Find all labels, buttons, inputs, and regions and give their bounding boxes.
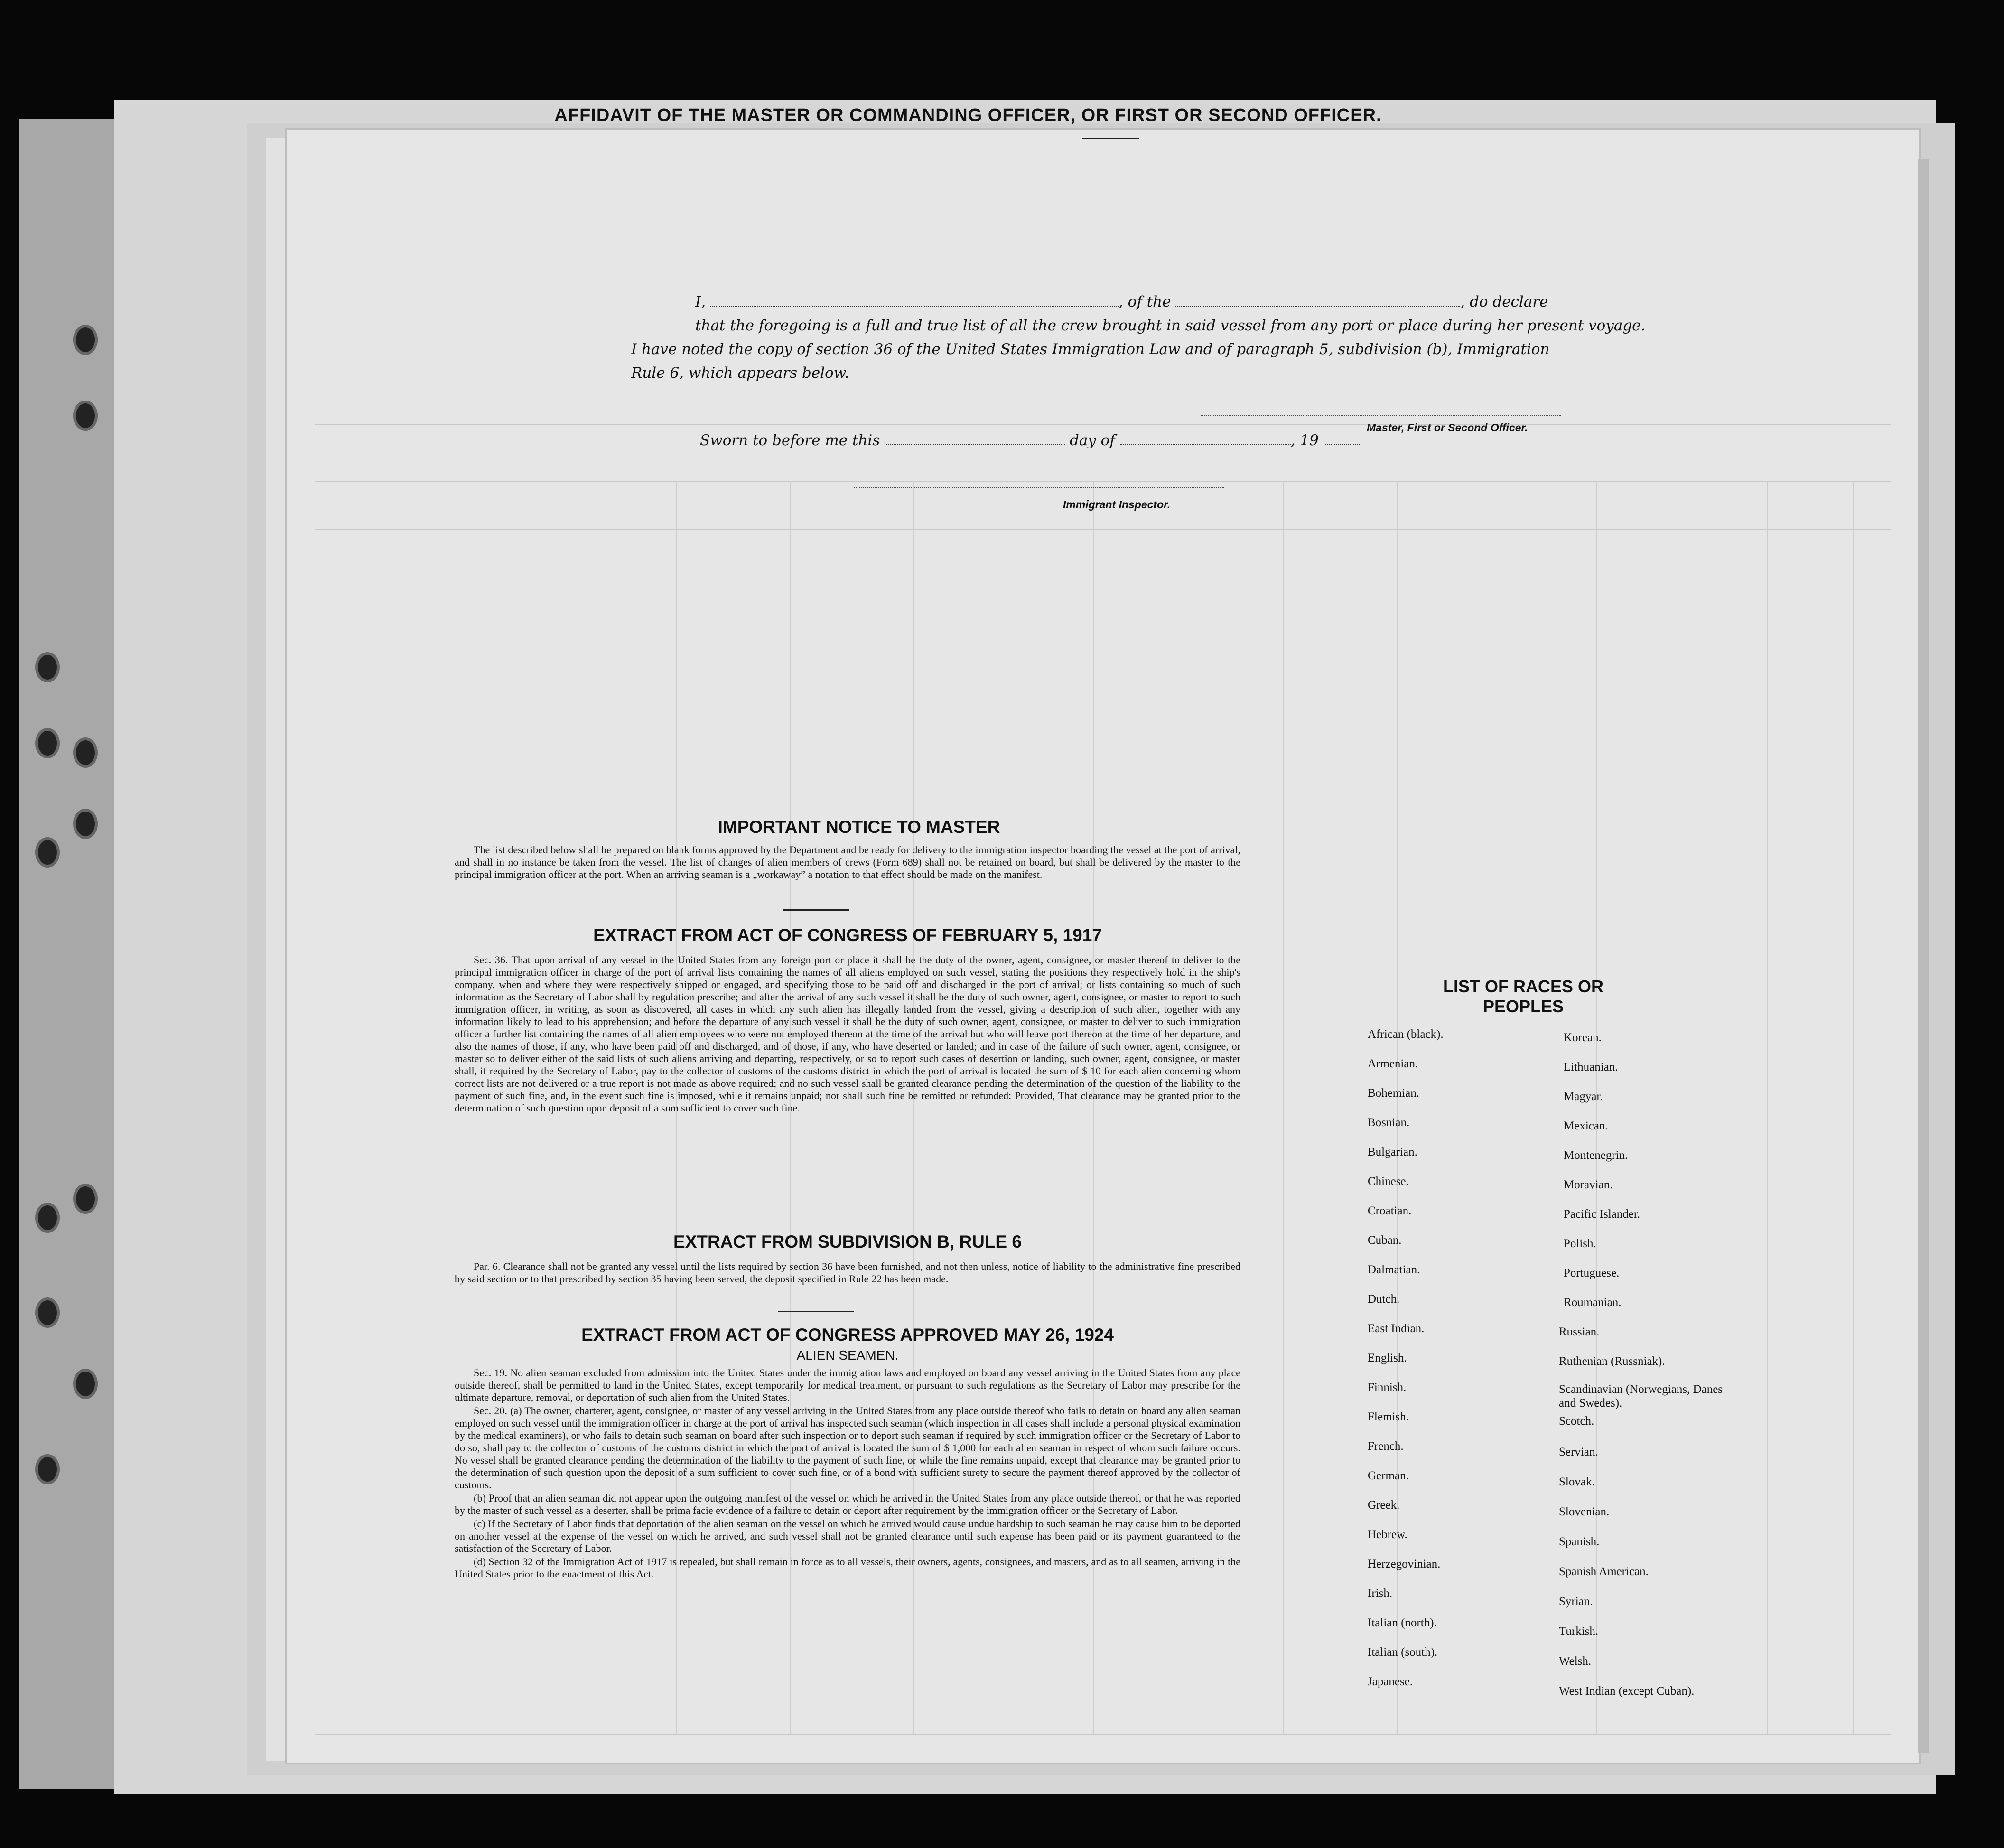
bleed-rule xyxy=(315,1734,1891,1735)
sworn-month-field[interactable] xyxy=(1120,444,1291,445)
race-item: Syrian. xyxy=(1559,1595,1593,1608)
race-item: Italian (south). xyxy=(1368,1646,1438,1659)
race-item: French. xyxy=(1368,1440,1404,1453)
race-item: Scotch. xyxy=(1559,1415,1594,1428)
race-item: Moravian. xyxy=(1564,1178,1613,1191)
race-item: Chinese. xyxy=(1368,1175,1409,1188)
race-item: Roumanian. xyxy=(1564,1296,1622,1309)
race-item: Italian (north). xyxy=(1368,1616,1437,1629)
master-name-field[interactable] xyxy=(710,306,1119,307)
punch-hole xyxy=(76,1372,95,1396)
affidavit-title: AFFIDAVIT OF THE MASTER OR COMMANDING OFFICER, OR FIRST OR SECOND OFFICER. xyxy=(554,105,1382,125)
race-item: Spanish American. xyxy=(1559,1565,1649,1578)
punch-hole xyxy=(76,1186,95,1211)
race-item: English. xyxy=(1368,1352,1407,1364)
notice-paragraph: The list described below shall be prepared on blank forms approved by the Department and be ready for delivery to the immigration inspector boarding the vessel at the port of arrival, and shall in no instance be taken from the vessel. The list of changes of alien members of crews (Form 689) shall not be retained on board, but shall be delivered by the master to the principal immigration officer at the port. When an arriving seaman is a „workaway” a notation to that effect should be made on the manifest. xyxy=(455,844,1240,880)
notice-text xyxy=(455,844,1240,881)
binder-strip xyxy=(19,119,128,1789)
races-title: LIST OF RACES OR PEOPLES xyxy=(1443,977,1603,1016)
punch-hole xyxy=(76,403,95,428)
race-item: Russian. xyxy=(1559,1325,1600,1338)
notice-heading: IMPORTANT NOTICE TO MASTER xyxy=(718,817,1000,837)
bleed-column xyxy=(1853,481,1854,1734)
punch-hole xyxy=(38,1205,57,1230)
page-edge xyxy=(1918,159,1929,1753)
bleed-rule xyxy=(315,424,1891,425)
race-item: Dutch. xyxy=(1368,1293,1400,1306)
punch-hole xyxy=(38,655,57,680)
race-item: Ruthenian (Russniak). xyxy=(1559,1355,1665,1368)
race-item: West Indian (except Cuban). xyxy=(1559,1685,1695,1698)
affidavit-suffix: , do declare xyxy=(1460,293,1548,310)
extract-1924-subheading: ALIEN SEAMEN. xyxy=(796,1348,899,1363)
extract-1924-text xyxy=(455,1367,1240,1580)
master-caption: Master, First or Second Officer. xyxy=(1367,421,1528,434)
affidavit-line-2: that the foregoing is a full and true list of all the crew brought in said vessel from any port or place during her present voyage. xyxy=(695,317,1646,334)
race-item: African (black). xyxy=(1368,1028,1444,1041)
race-item: Polish. xyxy=(1564,1237,1596,1250)
punch-hole xyxy=(38,1457,57,1482)
sworn-day-field[interactable] xyxy=(885,444,1065,445)
extract-1924-paragraph: Sec. 20. (a) The owner, charterer, agent, consignee, or master of any vessel arriving in the United States from any place outside thereof who fails to detain on board any alien seaman employed on such vessel until the immigration officer in charge at the port of arrival has inspected such seaman (which inspection in all cases shall include a personal physical examination by the medical examiners), or who fails to detain such seaman on board after such inspection or to deport such seaman if required by such immigration officer or the Secretary of Labor to do so, shall pay to the collector of customs of the customs district in which the port of arrival is located the sum of $ 1,000 for each alien seaman in respect of whom such failure occurs. No vessel shall be granted clearance pending the determination of the liability to the payment of such fine, or while the fine remains unpaid, except that clearance may be granted prior to the determination of such question upon the deposit of a sum sufficient to cover such fine, or of a bond with sufficient surety to secure the payment thereof approved by the collector of customs. xyxy=(455,1405,1240,1491)
affidavit-line-3: I have noted the copy of section 36 of the United States Immigration Law and of paragraph 5, subdivision (b), Immigration xyxy=(631,341,1550,358)
race-item: Finnish. xyxy=(1368,1381,1407,1394)
sworn-prefix: Sworn to before me this xyxy=(700,432,880,449)
race-item: Croatian. xyxy=(1368,1204,1412,1217)
inspector-signature-line[interactable] xyxy=(854,486,1224,488)
bleed-column xyxy=(1397,481,1398,1734)
race-item: Turkish. xyxy=(1559,1625,1599,1638)
race-item: Spanish. xyxy=(1559,1535,1600,1548)
race-item: Hebrew. xyxy=(1368,1528,1407,1541)
section-rule xyxy=(783,909,849,911)
race-item: Montenegrin. xyxy=(1564,1149,1628,1162)
race-item: Armenian. xyxy=(1368,1057,1418,1070)
vessel-name-field[interactable] xyxy=(1175,306,1460,307)
title-rule xyxy=(1082,138,1139,139)
punch-hole xyxy=(38,840,57,865)
bleed-rule xyxy=(315,481,1891,482)
race-item: Cuban. xyxy=(1368,1234,1402,1247)
master-signature-line[interactable] xyxy=(1201,414,1561,416)
race-item: Japanese. xyxy=(1368,1675,1413,1688)
rule6-text xyxy=(455,1260,1240,1285)
extract-1924-paragraph: (c) If the Secretary of Labor finds that deportation of the alien seaman on the vessel on which he arrived would cause undue hardship to such seaman he may cause him to be deported on another vessel at the expense of the vessel on which he arrived, and such vessel shall not be granted clearance until such expense has been paid or its payment guaranteed to the satisfaction of the Secretary of Labor. xyxy=(455,1518,1240,1554)
race-item: Magyar. xyxy=(1564,1090,1603,1103)
race-item: Bulgarian. xyxy=(1368,1146,1417,1158)
race-item: Flemish. xyxy=(1368,1410,1409,1423)
bleed-column xyxy=(1767,481,1768,1734)
sworn-day-label: day of xyxy=(1069,432,1115,449)
race-item: Portuguese. xyxy=(1564,1267,1620,1279)
race-item: German. xyxy=(1368,1469,1409,1482)
extract-1917-paragraph: Sec. 36. That upon arrival of any vessel in the United States from any foreign port or place it shall be the duty of the owner, agent, consignee, or master thereof to deliver to the principal immigration officer in charge of the port of arrival lists containing the names of all aliens employed on such vessel, stating the positions they respectively hold in the ship's company, when and where they were respectively shipped or engaged, and specifying those to be paid off and discharged in the port of arrival; or lists containing so much of such information as the Secretary of Labor shall by regulation prescribe; and after the arrival of any such vessel it shall be the duty of such owner, agent, consignee, or master to report to such immigration officer, in writing, as soon as discovered, all cases in which any such alien has illegally landed from the vessel, giving a description of such alien, together with any information likely to lead to his apprehension; and before the departure of any such vessel it shall be the duty of such owner, agent, consignee, or master to deliver to such immigration officer a further list containing the names of all alien employees who were not employed thereon at the time of the arrival but who will leave port thereon at the time of her departure, and also the names of those, if any, who have been paid off and discharged, and of those, if any, who have deserted or landed; and in case of the failure of such owner, agent, consignee, or master so to deliver either of the said lists of such aliens arriving and departing, respectively, or so to report such cases of desertion or landing, such owner, agent, consignee, or master shall, if required by the Secretary of Labor, pay to the collector of customs of the customs district in which the port of arrival is located the sum of $ 10 for each alien concerning whom correct lists are not delivered or a true report is not made as above required; and no such vessel shall be granted clearance pending the determination of the question of the liability to the payment of such fine, and, in the event such fine is imposed, while it remains unpaid; nor shall such fine be remitted or refunded: Provided, That clearance may be granted prior to the determination of such question upon deposit of a sum sufficient to cover such fine. xyxy=(455,954,1240,1114)
race-item: East Indian. xyxy=(1368,1322,1425,1335)
race-item: Irish. xyxy=(1368,1587,1393,1600)
race-item: Servian. xyxy=(1559,1446,1598,1458)
affidavit-prefix: I, xyxy=(695,293,706,310)
extract-1917-heading: EXTRACT FROM ACT OF CONGRESS OF FEBRUARY 5, 1917 xyxy=(593,925,1102,945)
extract-1924-paragraph: (b) Proof that an alien seaman did not appear upon the outgoing manifest of the vessel on which he arrived in the United States from any place outside thereof, or that he was reported by the master of such vessel as a deserter, shall be prima facie evidence of a failure to detain or deport after requirement by the immigration officer or the Secretary of Labor. xyxy=(455,1492,1240,1516)
race-item: Slovak. xyxy=(1559,1475,1595,1488)
extract-1924-heading: EXTRACT FROM ACT OF CONGRESS APPROVED MAY 26, 1924 xyxy=(581,1325,1114,1344)
punch-hole xyxy=(38,1300,57,1325)
race-item: Scandinavian (Norwegians, Danes and Swedes). xyxy=(1559,1383,1723,1409)
race-item: Slovenian. xyxy=(1559,1505,1610,1518)
section-rule xyxy=(778,1311,854,1312)
extract-1924-paragraph: Sec. 19. No alien seaman excluded from admission into the United States under the immigration laws and employed on board any vessel arriving in the United States from any place outside thereof, shall be permitted to land in the United States, except temporarily for medical treatment, or pursuant to such regulations as the Secretary of Labor may prescribe for the ultimate departure, removal, or deportation of such alien from the United States. xyxy=(455,1367,1240,1403)
race-item: Lithuanian. xyxy=(1564,1061,1618,1073)
affidavit-mid: , of the xyxy=(1118,293,1171,310)
punch-hole xyxy=(76,740,95,765)
sworn-year-label: , 19 xyxy=(1290,432,1319,449)
punch-hole xyxy=(76,327,95,352)
punch-hole xyxy=(38,731,57,756)
sworn-year-field[interactable] xyxy=(1324,444,1361,445)
race-item: Mexican. xyxy=(1564,1120,1608,1132)
affidavit-line-4: Rule 6, which appears below. xyxy=(631,364,849,382)
affidavit-line-1 xyxy=(695,293,1548,310)
punch-hole xyxy=(76,812,95,836)
race-item: Dalmatian. xyxy=(1368,1263,1420,1276)
extract-1924-paragraph: (d) Section 32 of the Immigration Act of 1917 is repealed, but shall remain in force as to all vessels, their owners, agents, consignees, and masters, and as to all seamen, arriving in the United States prior to the enactment of this Act. xyxy=(455,1556,1240,1580)
bleed-column xyxy=(1283,481,1284,1734)
rule6-paragraph: Par. 6. Clearance shall not be granted any vessel until the lists required by section 36 have been furnished, and not then unless, notice of liability to the administrative fine prescribed by said section or to that prescribed by section 35 having been served, the deposit specified in Rule 22 has been made. xyxy=(455,1260,1240,1285)
race-item: Bohemian. xyxy=(1368,1087,1420,1100)
race-item: Welsh. xyxy=(1559,1655,1592,1668)
inspector-caption: Immigrant Inspector. xyxy=(1063,498,1171,511)
race-item: Korean. xyxy=(1564,1031,1602,1044)
rule6-heading: EXTRACT FROM SUBDIVISION B, RULE 6 xyxy=(673,1232,1022,1251)
sworn-line xyxy=(700,432,1361,449)
race-item: Herzegovinian. xyxy=(1368,1558,1441,1570)
race-item: Greek. xyxy=(1368,1499,1400,1512)
race-item: Pacific Islander. xyxy=(1564,1208,1640,1221)
race-item: Bosnian. xyxy=(1368,1116,1410,1129)
extract-1917-text xyxy=(455,954,1240,1114)
bleed-rule xyxy=(315,529,1891,530)
